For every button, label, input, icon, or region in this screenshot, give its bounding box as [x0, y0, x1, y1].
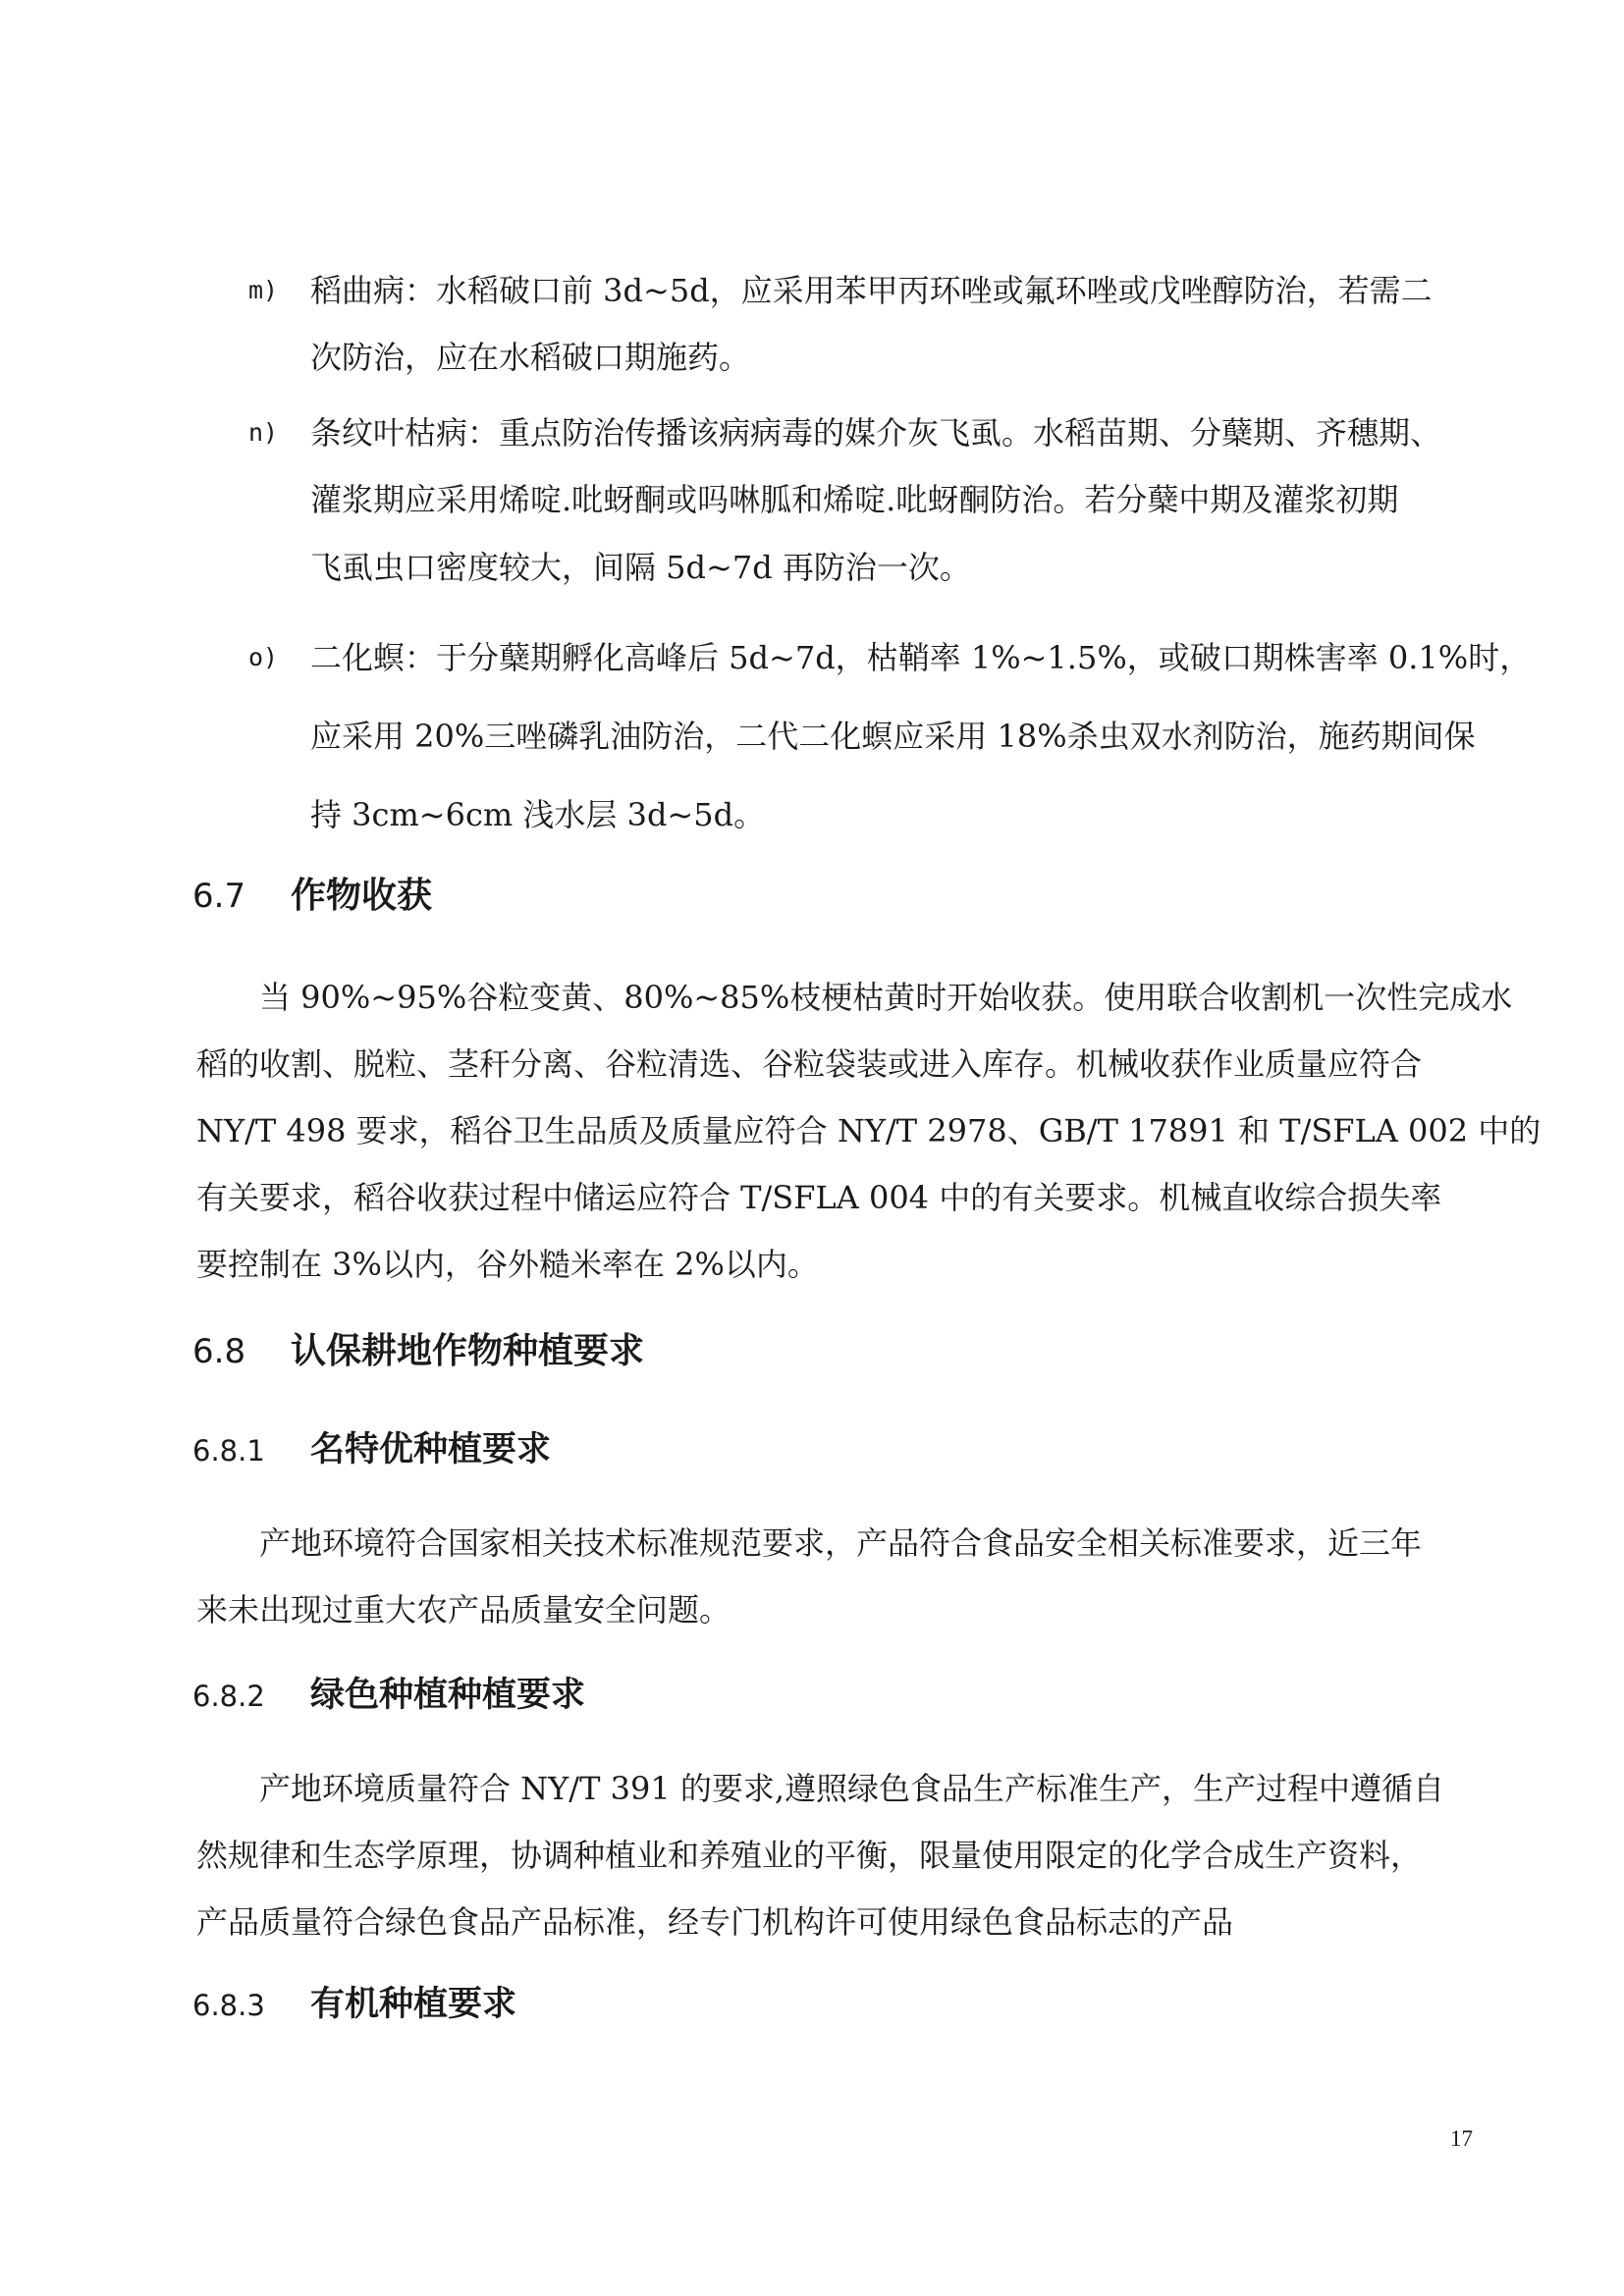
list-item-text — [310, 272, 1479, 376]
section-heading-6-8-1 — [192, 1430, 551, 1470]
text-line: 产地环境符合国家相关技术标准规范要求，产品符合食品安全相关标准要求，近三年 — [259, 1524, 1423, 1562]
text-line: 有关要求，稻谷收获过程中储运应符合 T/SFLA 004 中的有关要求。机械直收综合损失率 — [196, 1179, 1442, 1216]
text-line: 二化螟：于分蘖期孵化高峰后 5d~7d，枯鞘率 1%~1.5%，或破口期株害率 0.1%时， — [310, 639, 1532, 676]
text-line: 应采用 20%三唑磷乳油防治，二代二化螟应采用 18%杀虫双水剂防治，施药期间保 — [310, 718, 1476, 755]
section-title: 有机种植要求 — [310, 1985, 517, 2024]
text-line: 条纹叶枯病：重点防治传播该病病毒的媒介灰飞虱。水稻苗期、分蘖期、齐穗期、 — [310, 414, 1442, 452]
text-line: 然规律和生态学原理，协调种植业和养殖业的平衡，限量使用限定的化学合成生产资料， — [196, 1837, 1423, 1874]
section-number: 6.7 — [192, 877, 246, 916]
section-title: 绿色种植种植要求 — [310, 1676, 586, 1715]
text-line: 来未出现过重大农产品质量安全问题。 — [196, 1591, 731, 1629]
list-marker: o) — [248, 643, 279, 671]
section-title: 名特优种植要求 — [310, 1430, 552, 1469]
paragraph-premium — [196, 1524, 1479, 1629]
list-item-text — [310, 414, 1479, 586]
section-number: 6.8 — [192, 1332, 246, 1371]
text-line: NY/T 498 要求，稻谷卫生品质及质量应符合 NY/T 2978、GB/T 17891 和 T/SFLA 002 中的 — [196, 1112, 1542, 1149]
text-line: 次防治，应在水稻破口期施药。 — [310, 339, 751, 376]
section-heading-6-8 — [192, 1332, 644, 1371]
text-line: 稻曲病：水稻破口前 3d~5d，应采用苯甲丙环唑或氟环唑或戊唑醇防治，若需二 — [310, 272, 1433, 309]
section-title: 作物收获 — [291, 876, 433, 916]
section-number: 6.8.3 — [192, 1989, 265, 2022]
text-line: 灌浆期应采用烯啶.吡蚜酮或吗啉胍和烯啶.吡蚜酮防治。若分蘖中期及灌浆初期 — [310, 481, 1399, 518]
text-line: 产地环境质量符合 NY/T 391 的要求,遵照绿色食品生产标准生产，生产过程中遵循自 — [259, 1770, 1445, 1807]
section-heading-6-7 — [192, 877, 432, 916]
section-title: 认保耕地作物种植要求 — [291, 1331, 645, 1371]
page-number: 17 — [1450, 2126, 1473, 2151]
section-heading-6-8-3 — [192, 1985, 516, 2025]
text-line: 要控制在 3%以内，谷外糙米率在 2%以内。 — [196, 1246, 819, 1283]
list-item-text — [310, 639, 1532, 833]
section-number: 6.8.1 — [192, 1434, 265, 1468]
text-line: 产品质量符合绿色食品产品标准，经专门机构许可使用绿色食品标志的产品 — [196, 1903, 1234, 1941]
section-number: 6.8.2 — [192, 1680, 265, 1713]
text-line: 飞虱虫口密度较大，间隔 5d~7d 再防治一次。 — [310, 549, 971, 586]
section-heading-6-8-2 — [192, 1676, 585, 1716]
list-marker: n) — [248, 418, 279, 447]
paragraph-green — [196, 1770, 1479, 1941]
paragraph-harvest — [196, 979, 1542, 1283]
list-marker: m) — [248, 276, 279, 304]
text-line: 稻的收割、脱粒、茎秆分离、谷粒清选、谷粒袋装或进入库存。机械收获作业质量应符合 — [196, 1045, 1423, 1083]
text-line: 持 3cm~6cm 浅水层 3d~5d。 — [310, 796, 766, 833]
text-line: 当 90%~95%谷粒变黄、80%~85%枝梗枯黄时开始收获。使用联合收割机一次性完成水 — [259, 979, 1513, 1016]
